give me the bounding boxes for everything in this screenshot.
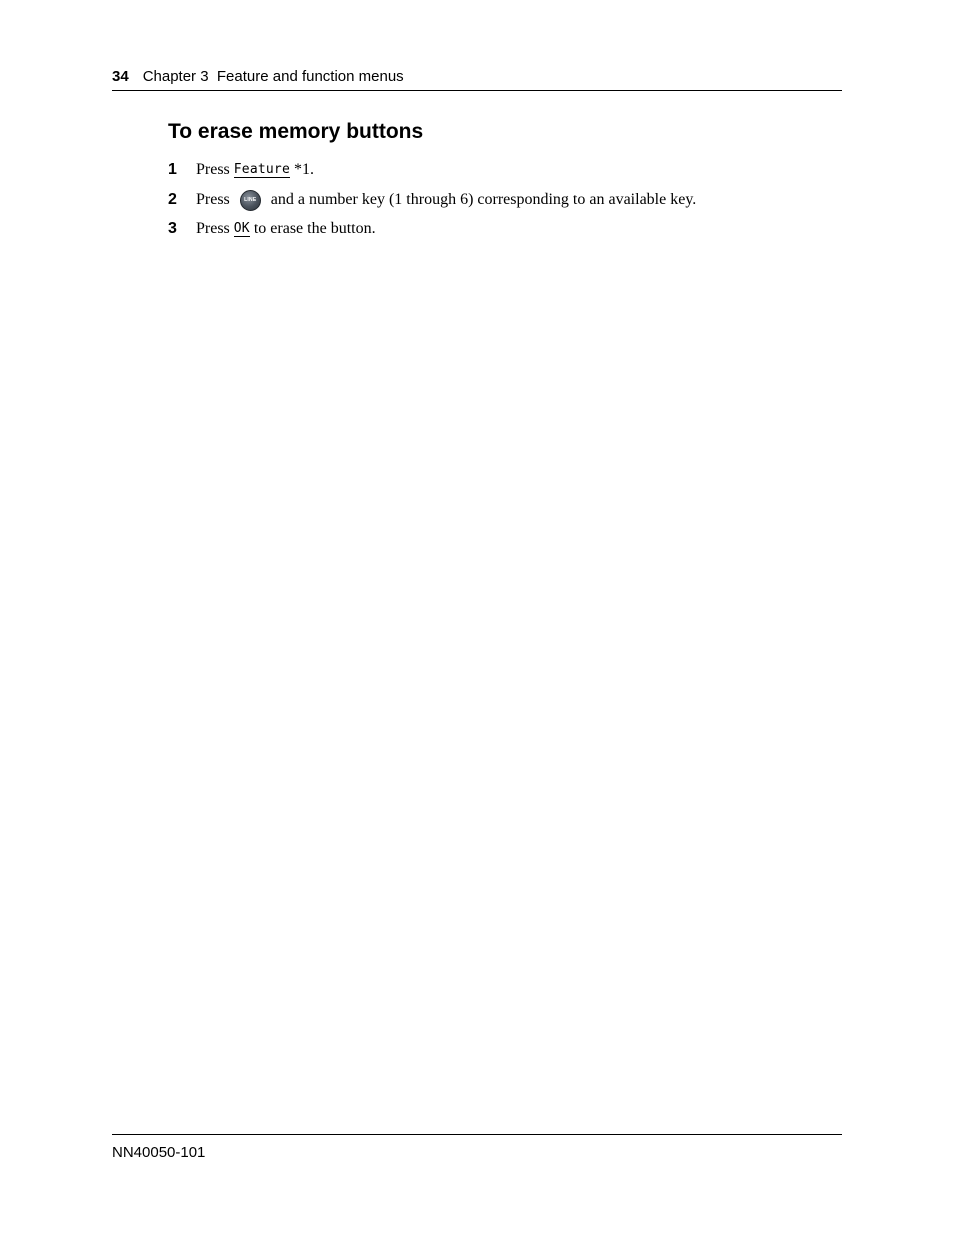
chapter-title: Chapter 3 Feature and function menus (142, 68, 404, 85)
page-number: 34 (112, 68, 129, 85)
step-number: 2 (168, 191, 177, 208)
ok-key-label: OK (233, 220, 250, 236)
step-text: *1. (289, 161, 314, 178)
document-code: NN40050-101 (112, 1144, 206, 1161)
page-header (112, 68, 842, 91)
step-text: and a number key (1 through 6) corresponding to an available key. (270, 191, 697, 208)
step-2 (168, 189, 696, 211)
step-text: Press (196, 220, 234, 237)
line-key-icon (240, 190, 261, 211)
step-3 (168, 218, 376, 240)
step-text: Press (196, 161, 234, 178)
step-number: 3 (168, 220, 177, 237)
feature-key-label: Feature (233, 161, 290, 177)
step-text: to erase the button. (249, 220, 376, 237)
step-text: Press (196, 191, 230, 208)
footer-divider (112, 1134, 842, 1135)
step-1 (168, 159, 314, 181)
section-title: To erase memory buttons (168, 120, 424, 143)
line-key-label: LINE (244, 197, 257, 203)
step-number: 1 (168, 161, 177, 178)
